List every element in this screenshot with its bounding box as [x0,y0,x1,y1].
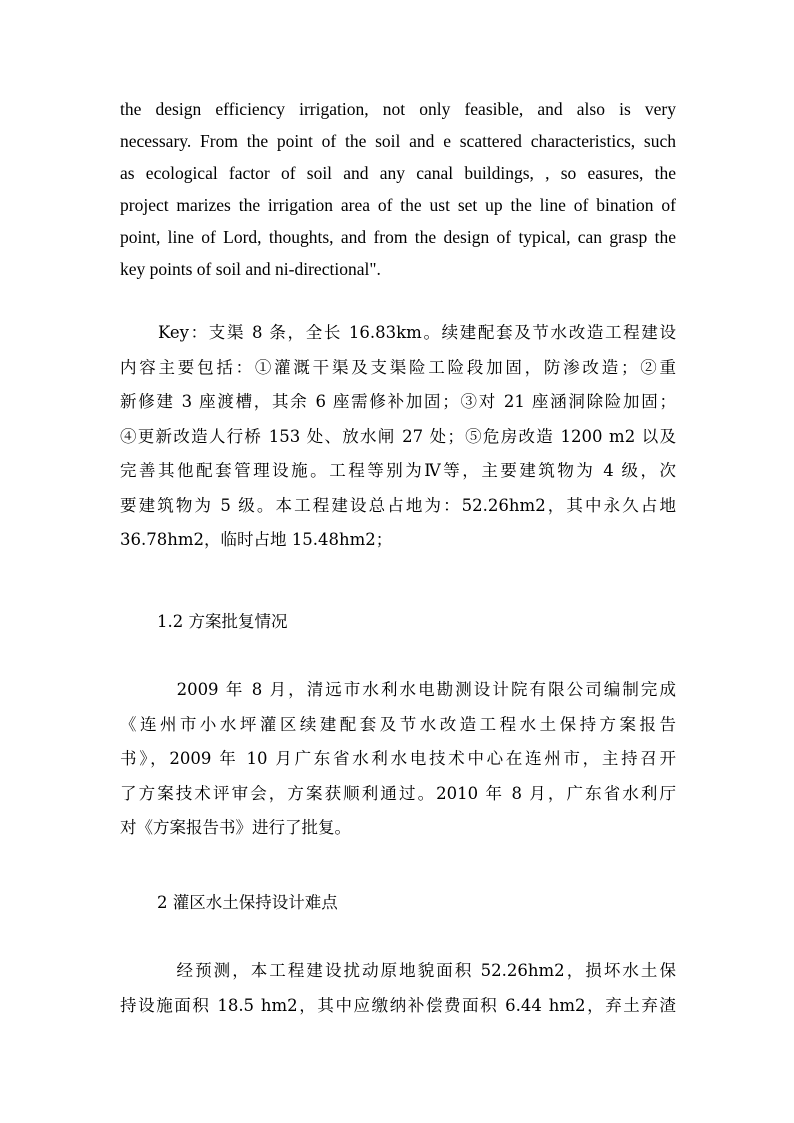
abstract-line: as ecological factor of soil and any canal buildings, , so easures, the [120,163,676,183]
key-paragraph [120,316,676,558]
paragraph-line: 了方案技术评审会，方案获顺利通过。2010 年 8 月，广东省水利厅 [120,783,676,803]
abstract-line: the design efficiency irrigation, not only feasible, and also is very [120,99,676,119]
abstract-line: key points of soil and ni-directional". [120,259,381,279]
section-heading-2: 2 灌区水土保持设计难点 [157,893,338,912]
paragraph-line: 经预测，本工程建设扰动原地貌面积 52.26hm2，损坏水土保 [158,961,676,980]
section-1-2-paragraph [120,673,676,846]
paragraph-line: 要建筑物为 5 级。本工程建设总占地为：52.26hm2，其中永久占地 [120,495,676,515]
section-2-paragraph [120,954,676,1023]
section-heading-1-2: 1.2 方案批复情况 [157,612,288,631]
paragraph-line: 2009 年 8 月，清远市水利水电勘测设计院有限公司编制完成 [158,680,676,699]
paragraph-line: 对《方案报告书》进行了批复。 [120,818,351,837]
paragraph-line: 内容主要包括：①灌溉干渠及支渠险工险段加固，防渗改造；②重 [120,357,676,377]
paragraph-line: 《连州市小水坪灌区续建配套及节水改造工程水土保持方案报告 [120,714,676,734]
abstract-line: point, line of Lord, thoughts, and from the design of typical, can grasp the [120,227,676,247]
paragraph-line: 36.78hm2，临时占地 15.48hm2； [120,530,393,549]
paragraph-line: Key：支渠 8 条，全长 16.83km。续建配套及节水改造工程建设 [158,323,676,342]
paragraph-line: ④更新改造人行桥 153 处、放水闸 27 处；⑤危房改造 1200 m2 以及 [120,426,676,446]
paragraph-line: 持设施面积 18.5 hm2，其中应缴纳补偿费面积 6.44 hm2，弃土弃渣 [120,995,676,1015]
paragraph-line: 完善其他配套管理设施。工程等别为Ⅳ等，主要建筑物为 4 级，次 [120,461,676,480]
english-abstract-paragraph [120,93,676,285]
abstract-line: necessary. From the point of the soil and e scattered characteristics, such [120,131,676,151]
paragraph-line: 书》，2009 年 10 月广东省水利水电技术中心在连州市，主持召开 [120,749,676,768]
paragraph-line: 新修建 3 座渡槽，其余 6 座需修补加固；③对 21 座涵洞除险加固； [120,392,676,411]
abstract-line: project marizes the irrigation area of the ust set up the line of bination of [120,195,676,215]
